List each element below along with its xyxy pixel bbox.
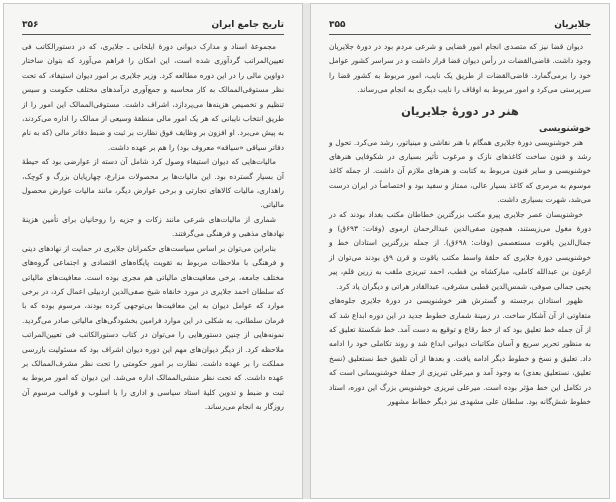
- page-number: ۳۵۶: [22, 20, 39, 30]
- paragraph: هنر خوشنویسی دورهٔ جلایری همگام با هنر نقاشی و مینیاتور، رشد می‌کرد. تحول و رشد و فنون ساخت کاغذهای نازک و مرغوب تأثیر بسیاری در شکوفایی هنرهای خوشنویسی و سایر فنون مربوط به کتابت و هنرهای ملازم آن داشت. از جمله کاغذ موسوم به مرمری که کاغذ بسیار عالی، ممتاز و سفید بود و اختصاصاً در ایران درست می‌شد، شهرت بسیاری داشت.: [329, 137, 591, 205]
- paragraph: مجموعهٔ اسناد و مدارک دیوانی دورهٔ ایلخانی ـ جلایری، که در دستورالکاتب فی تعیین‌المراتب گردآوری شده است، این امکان را فراهم می‌آورد که بتوان ساختار دواوین مالی را در این دوره مطالعه کرد. وزیر جلایری بر امور دیوان استیفاء، که تحت نظر مستوفی‌الممالک به کار محاسبه و جمع‌آوری درآمدهای مختلف حکومت و سیس تنظیم و تخصیص هزینه‌ها می‌پردازد، اشراف داشت. مستوفی‌الممالک این امور را از طریق انتخاب نایبانی که هر یک امور مالی منطقهٔ وسیعی از ممالک را اداره می‌کردند، به پیش می‌برد. او افزون بر وظایف فوق نظارت بر ثبت و ضبط دفاتر مالی (که به نام دفاتر سیاقی «سیاقه» معروف بود) را هم بر عهده داشت.: [22, 42, 284, 152]
- right-page-header: [329, 18, 591, 35]
- running-title: تاریخ جامع ایران: [211, 20, 284, 30]
- right-page: [310, 3, 610, 499]
- page-number: ۳۵۵: [329, 20, 346, 30]
- paragraph: مالیات‌هایی که دیوان استیفاء وصول کرد شامل آن دسته از عوارضی بود که حیطهٔ آن بسیار گسترده بود. این مالیات‌ها بر محصولات مزارع، چهارپایان بزرگ و کوچک، راهداری، مالیات کالاهای تجارتی و برخی عوارض دیگر، مانند مالیات عوارض محصول مالیاتی.: [22, 157, 284, 210]
- left-page-body: [22, 40, 284, 415]
- paragraph: شماری از مالیات‌های شرعی مانند زکات و جزیه را روحانیان برای تأمین هزینهٔ نهادهای مذهبی و فرهنگی می‌گرفتند.: [22, 214, 284, 239]
- left-page: [3, 3, 303, 499]
- book-gutter: [303, 3, 310, 499]
- paragraph: دیوان قضا نیز که متصدی انجام امور قضایی و شرعی مردم بود در دورهٔ جلایریان وجود داشت. قاضی‌القضات در رأس دیوان قضا قرار داشت و در سراسر کشور عوامل خود را برمی‌گمارد. قاضی‌القضات از طریق یک نایب، امور مربوط به کشور قضا را سرپرستی می‌کرد و امور مربوط به اوقاف را نایب دیگری به انجام می‌رساند.: [329, 42, 591, 95]
- subsection-title: خوشنویسی: [539, 123, 591, 134]
- paragraph: ظهور استادان برجسته و گسترش هنر خوشنویسی در دورهٔ جلایری جلوه‌های متفاوتی از آن آشکار ساخت. در زمینهٔ شماری خطوط جدید در این دوره ابداع شد که از آن جمله خط تعلیق بود که از خط رقاع و توقیع به دست آمد. خط شکستهٔ تعلیق که به منظور تحریر سریع و آسان مکاتبات دیوانی ابداع شد و روند تکاملی خود را ادامه داد. تعلیق و نسخ و خطوط دیگر ادامه یافت. و بعدها از آن تلفیق خط نستعلیق (نسخ تعلیق، نستعلیق بعدی) به وجود آمد و میرعلی تبریزی از جملهٔ خوشنویسانی است که در تکامل این خط مؤثر بوده است. میرعلی تبریزی خوشنویس بزرگ این دوره، استاد خطوط شش‌گانه بود. سلطان علی مشهدی نیز دیگر خطاط مشهور: [329, 296, 591, 406]
- running-title: جلایریان: [554, 20, 591, 30]
- right-page-body: [329, 40, 591, 409]
- paragraph: بنابراین می‌توان بر اساس سیاست‌های حکمرانان جلایری در حمایت از نهادهای دینی و فرهنگی با ملاحظات مربوط به تقویت پایگاه‌های اقتصادی و اجتماعی گروه‌های مختلف جامعه، برخی معافیت‌های مالیاتی هم مجری بوده است. معافیت‌های مالیاتی که سلطان احمد جلایری در مورد خانقاه شیخ صفی‌الدین اردبیلی اعمال کرد، در برخی موارد که عوامل دیوان به این معافیت‌ها بی‌توجهی کرده بودند، مرسوم بوده که با فرمان سلطانی، به شکلی در این موارد فرامین بخشودگی‌های مالیاتی صادر می‌گردید. نمونه‌هایی از چنین دستورهایی را می‌توان در کتاب دستورالکاتب فی تعیین‌المراتب ملاحظه کرد. از دیگر دیوان‌های مهم این دوره دیوان اشراف بود که مسئولیت بازرسی مملکت را بر عهده داشت. نظارت بر امور حکومتی را تحت نظر مشرف‌الممالک بر عهده داشت. که تحت نظر منشی‌الممالک اداره می‌شد. این دیوان که امور مربوط به ثبت و ضبط و تدوین کلیهٔ استاد سیاسی و اداری را با اسلوب و قوالب مرسوم آن روزگار به انجام می‌رساند.: [22, 243, 284, 412]
- section-title: هنر در دورهٔ جلایریان: [401, 103, 519, 118]
- paragraph: خوشنویسان عصر جلایری پیرو مکتب بزرگترین خطاطان مکتب بغداد بودند که در دورهٔ مغول می‌زیستند، همچون صفی‌الدین عبدالرحمان ارموی (وفات: ۶۹۳ق) و جمال‌الدین یاقوت مستعصمی (وفات: ۶۹۸ق). از جمله بزرگترین استادان خط و خوشنویسی دورهٔ جلایری که حلقهٔ واسط مکتب یاقوت و قرن ۹ق بودند می‌توان از ارغون بن عبدالله کاملی، مبارکشاه بن قطب، احمد تبریزی ملقب به زرین قلم، پیر یحیی جمالی صوفی، شمس‌الدین قطبی مشرفی، عبدالقادر هراتی و دیگران یاد کرد.: [329, 209, 591, 291]
- left-page-header: [22, 18, 284, 35]
- book-spread: [3, 3, 611, 499]
